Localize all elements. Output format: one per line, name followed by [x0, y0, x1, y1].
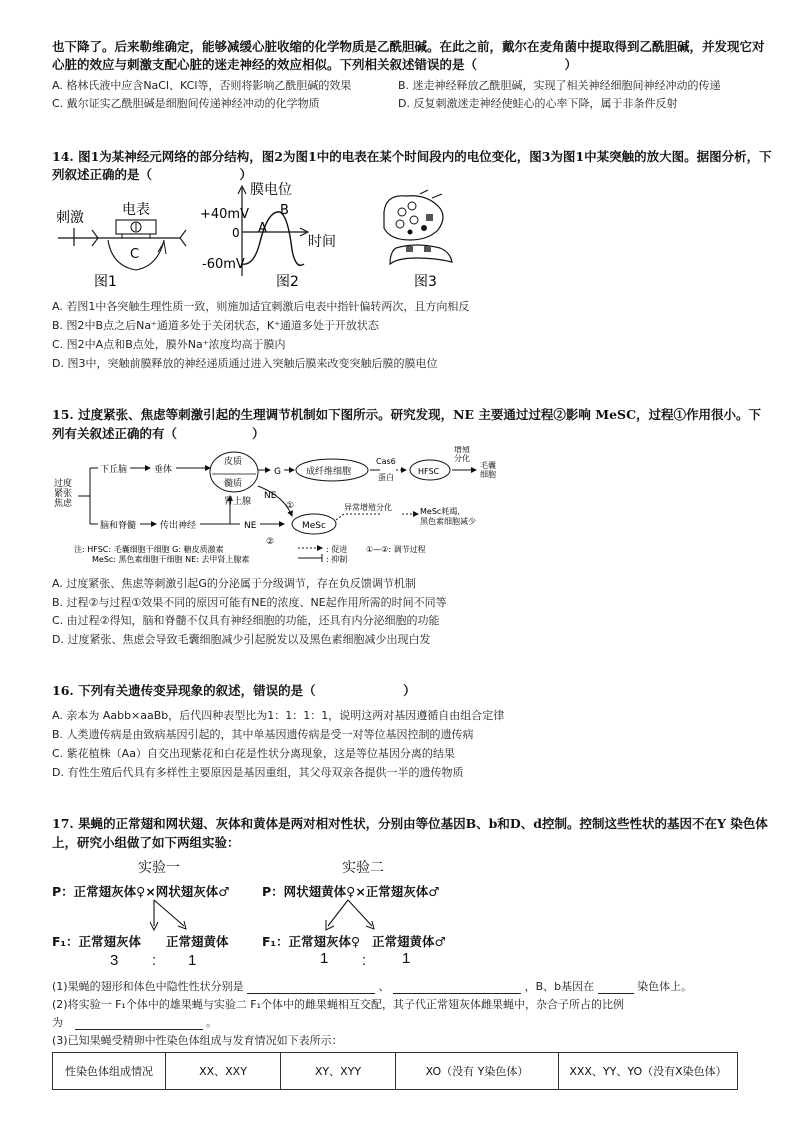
- table-cell: XY、XYY: [281, 1053, 396, 1090]
- deplete-line-1: MeSc耗竭,: [420, 507, 460, 516]
- exp2-ratio-colon: :: [362, 952, 367, 969]
- process-1-marker: ①: [286, 501, 295, 511]
- mesc-label: MeSc: [302, 521, 326, 531]
- table-cell: XX、XXY: [166, 1053, 281, 1090]
- q16-option-b: B. 人类遗传病是由致病基因引起的，其中单基因遗传病是受一对等位基因控制的遗传病: [52, 728, 474, 741]
- q16-line-1: 16. 下列有关遗传变异现象的叙述，错误的是（ ）: [52, 683, 416, 698]
- pituitary-label: 垂体: [154, 465, 173, 475]
- table-cell: XXX、YY、YO（没有X染色体）: [559, 1053, 738, 1090]
- figure-2-membrane-potential: [196, 180, 376, 292]
- g-label: G: [274, 467, 281, 477]
- fig2-point-a: A: [258, 221, 267, 236]
- fig1-meter-label: 电表: [122, 202, 150, 218]
- answer-blank-3[interactable]: [598, 980, 634, 994]
- q15-option-c: C. 由过程②得知，脑和脊髓不仅具有神经细胞的功能，还具有内分泌细胞的功能: [52, 614, 440, 627]
- svg-text:增殖分化: [454, 446, 470, 463]
- stim-word-2: 紧张: [54, 489, 73, 499]
- hfsc-label: HFSC: [418, 467, 440, 476]
- q13-option-b: B. 迷走神经释放乙酰胆碱，实现了相关神经细胞间神经冲动的传递: [398, 79, 721, 92]
- table-cell: 性染色体组成情况: [53, 1053, 166, 1090]
- legend-promote: : 促进: [326, 545, 348, 554]
- q17-sub2-text-b: 为: [52, 1016, 63, 1029]
- fig2-ylabel: 膜电位: [250, 182, 292, 198]
- figure-3-synapse: [376, 188, 472, 292]
- q16-option-d: D. 有性生殖后代具有多样性主要原因是基因重组，其父母双亲各提供一半的遗传物质: [52, 766, 464, 779]
- hair-word-2: 细胞: [480, 470, 496, 479]
- q17-sub3: (3)已知果蝇受精卵中性染色体组成与发育情况如下表所示：: [52, 1034, 343, 1047]
- efferent-label: 传出神经: [160, 521, 197, 531]
- q13-line-2: 心脏的效应与刺激支配心脏的迷走神经的效应相似。下列相关叙述错误的是（ ）: [52, 57, 578, 72]
- fig2-xlabel: 时间: [308, 234, 336, 250]
- fibroblast-label: 成纤维细胞: [306, 467, 352, 477]
- exp1-title: 实验一: [138, 860, 180, 876]
- deplete-line-2: 黑色素细胞减少: [420, 517, 476, 526]
- q13-option-a: A. 格林氏液中应含NaCl、KCl等，否则将影响乙酰胆碱的效果: [52, 79, 352, 92]
- diagram-note-2: MeSc: 黑色素细胞干细胞 NE: 去甲肾上腺素: [92, 555, 250, 564]
- q16-option-c: C. 紫花植株（Aa）自交出现紫花和白花是性状分离现象，这是等位基因分离的结果: [52, 747, 455, 760]
- q17-sub1-text-c: ，B、b基因在: [524, 980, 595, 993]
- fig2-bottom-tick: -60mV: [202, 257, 245, 272]
- q13-option-c: C. 戴尔证实乙酰胆碱是细胞间传递神经冲动的化学物质: [52, 97, 320, 110]
- q17-line-2: 上，研究小组做了如下两组实验：: [52, 835, 240, 850]
- exp1-f1-other: 正常翅黄体: [166, 934, 229, 949]
- figure-1-neuron-network: [52, 194, 192, 290]
- q17-sub2-line-1: (2)将实验一 F₁个体中的雄果蝇与实验二 F₁个体中的雌果蝇相互交配，其子代正常翅灰体雌果蝇中，杂合子所占的比例: [52, 998, 625, 1011]
- q17-sub1-text-a: (1)果蝇的翅形和体色中隐性性状分别是: [52, 980, 244, 993]
- exp1-arrows: [140, 898, 200, 932]
- q17-sub1-text-b: 、: [378, 980, 390, 993]
- q15-option-b: B. 过程②与过程①效果不同的原因可能有NE的浓度、NE起作用所需的时间不同等: [52, 596, 447, 609]
- spinal-label: 脑和脊髓: [100, 521, 137, 531]
- q17-sub1-text-d: 染色体上。: [637, 980, 693, 993]
- q14-option-a: A. 若图1中各突触生理性质一致，则施加适宜刺激后电表中指针偏转两次，且方向相反: [52, 300, 470, 313]
- svg-text:过度紧张焦虑: [54, 477, 73, 509]
- svg-text:MeSc耗竭,黑色素细胞减少: [420, 506, 476, 526]
- q15-line-2: 列有关叙述正确的有（ ）: [52, 426, 265, 441]
- fig1-caption: 图1: [94, 274, 117, 290]
- fig2-top-tick: +40mV: [200, 207, 249, 222]
- cortex-label: 皮质: [224, 457, 243, 467]
- q17-sub1: [52, 978, 692, 994]
- legend-inhibit: : 抑制: [326, 555, 348, 564]
- abnormal-label: 异常增殖分化: [344, 503, 392, 512]
- hypothalamus-label: 下丘脑: [100, 465, 128, 475]
- cas6-label: Cas6: [376, 457, 396, 466]
- stim-word-1: 过度: [54, 479, 73, 489]
- process-2-marker: ②: [266, 537, 275, 547]
- q14-line-2: 列叙述正确的是（ ）: [52, 167, 253, 182]
- answer-blank-2[interactable]: [393, 980, 521, 994]
- prolif-word-1: 增殖: [454, 446, 470, 454]
- exp2-f1-other: 正常翅黄体♂: [372, 934, 446, 949]
- fig1-c-label: C: [130, 247, 140, 262]
- exp2-arrows: [320, 898, 390, 932]
- fig1-stimulus-label: 刺激: [56, 210, 84, 226]
- q14-option-c: C. 图2中A点和B点处，膜外Na⁺浓度均高于膜内: [52, 338, 286, 351]
- q13-option-d: D. 反复刺激迷走神经使蛙心的心率下降，属于非条件反射: [398, 97, 678, 110]
- hair-word-1: 毛囊: [480, 461, 496, 470]
- q16-option-a: A. 亲本为 Aabb×aaBb，后代四种表型比为1：1：1：1，说明这两对基因遵循自由组合定律: [52, 709, 505, 722]
- fig3-caption: 图3: [414, 274, 437, 290]
- exp2-ratio-right: 1: [402, 950, 411, 967]
- q14-option-b: B. 图2中B点之后Na⁺通道多处于关闭状态，K⁺通道多处于开放状态: [52, 319, 379, 332]
- legend-process: ①—②: 调节过程: [366, 545, 426, 554]
- exp1-parents: P：正常翅灰体♀×网状翅灰体♂: [52, 884, 230, 899]
- exp1-f1-label: F₁：正常翅灰体: [52, 934, 142, 949]
- q13-line-1: 也下降了。后来勒维确定，能够减缓心脏收缩的化学物质是乙酰胆碱。在此之前，戴尔在麦角菌中提取得到乙酰胆碱，并发现它对: [52, 39, 765, 54]
- exp2-f1-label: F₁：正常翅灰体♀: [262, 934, 361, 949]
- q14-line-1: 14. 图1为某神经元网络的部分结构，图2为图1中的电表在某个时间段内的电位变化，图3为图1中某突触的放大图。据图分析，下: [52, 149, 772, 164]
- q15-regulation-diagram: [52, 446, 522, 566]
- protein-label: 蛋白: [378, 473, 394, 482]
- exp2-parents: P：网状翅黄体♀×正常翅灰体♂: [262, 884, 440, 899]
- exp2-ratio-left: 1: [320, 950, 329, 967]
- fig2-point-b: B: [280, 203, 289, 218]
- ne-label-1: NE: [264, 491, 277, 501]
- adrenal-label: 肾上腺: [224, 497, 252, 507]
- exp1-ratio-colon: :: [152, 952, 157, 969]
- q17-sub2-text-c: 。: [206, 1016, 217, 1029]
- table-row: [53, 1053, 738, 1090]
- exp1-ratio-left: 3: [110, 952, 119, 969]
- ne-label-2: NE: [244, 521, 257, 531]
- table-cell: XO（没有 Y染色体）: [396, 1053, 559, 1090]
- answer-blank-4[interactable]: [75, 1016, 203, 1030]
- exp2-title: 实验二: [342, 860, 384, 876]
- stim-word-3: 焦虑: [54, 499, 73, 509]
- q17-line-1: 17. 果蝇的正常翅和网状翅、灰体和黄体是两对相对性状，分别由等位基因B、b和D、d控制。控制这些性状的基因不在Y 染色体: [52, 816, 768, 831]
- q15-option-a: A. 过度紧张、焦虑等刺激引起G的分泌属于分级调节，存在负反馈调节机制: [52, 577, 416, 590]
- medulla-label: 髓质: [224, 479, 243, 489]
- sex-chromosome-table: [52, 1052, 738, 1090]
- q15-option-d: D. 过度紧张、焦虑会导致毛囊细胞减少引起脱发以及黑色素细胞减少出现白发: [52, 633, 431, 646]
- prolif-word-2: 分化: [454, 454, 470, 463]
- fig2-caption: 图2: [276, 274, 299, 290]
- fig2-zero-tick: 0: [232, 226, 240, 240]
- answer-blank-1[interactable]: [247, 980, 375, 994]
- q15-line-1: 15. 过度紧张、焦虑等刺激引起的生理调节机制如下图所示。研究发现，NE 主要通过过程②影响 MeSC，过程①作用很小。下: [52, 407, 762, 422]
- diagram-note-1: 注: HFSC: 毛囊细胞干细胞 G: 糖皮质激素: [74, 545, 224, 554]
- svg-text:毛囊细胞: [480, 460, 496, 479]
- exp1-ratio-right: 1: [188, 952, 197, 969]
- q17-sub2-line-2: [52, 1014, 217, 1030]
- q14-option-d: D. 图3中，突触前膜释放的神经递质通过进入突触后膜来改变突触后膜的膜电位: [52, 357, 438, 370]
